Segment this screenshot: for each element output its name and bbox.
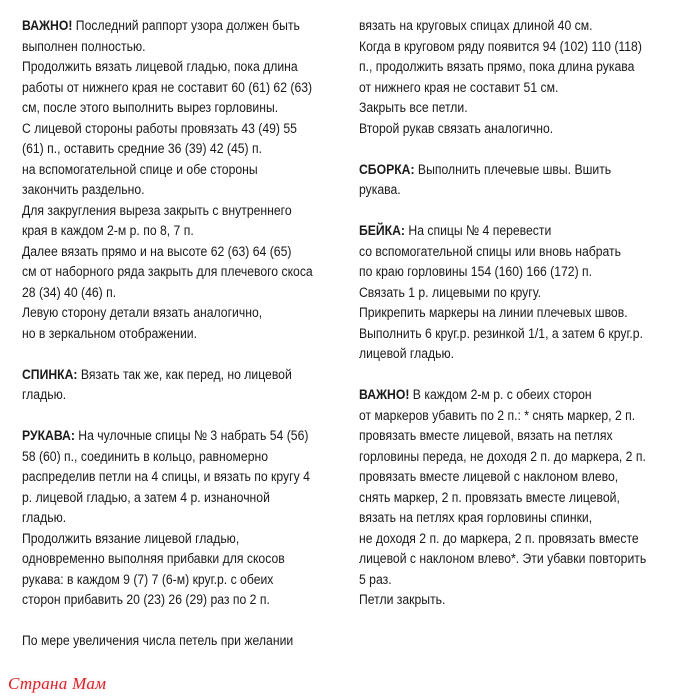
left-column bbox=[22, 16, 313, 652]
section-front bbox=[22, 16, 313, 344]
closing-line: По мере увеличения числа петель при желании bbox=[22, 633, 294, 649]
text-line: рукава. bbox=[359, 182, 401, 198]
section-sleeves bbox=[22, 426, 313, 611]
text-line: СПИНКА: Вязать так же, как перед, но лицевой bbox=[22, 366, 292, 383]
section-header-important: ВАЖНО! bbox=[359, 387, 410, 403]
text-line: вязать на круговых спицах длиной 40 см. bbox=[359, 18, 593, 34]
text-line: Второй рукав связать аналогично. bbox=[359, 120, 554, 137]
text-line: 28 (34) 40 (46) п. bbox=[22, 284, 117, 301]
text-line: п., продолжить вязать прямо, пока длина рукава bbox=[359, 59, 635, 75]
spacer bbox=[359, 139, 646, 160]
text-line: Связать 1 р. лицевыми по кругу. bbox=[359, 284, 541, 301]
text-line: Петли закрыть. bbox=[359, 592, 446, 608]
text-line: (61) п., оставить средние 36 (39) 42 (45) п. bbox=[22, 141, 262, 157]
text-line: Продолжить вязать лицевой гладью, пока длина bbox=[22, 59, 298, 75]
text-line: провязать вместе лицевой, вязать на петлях bbox=[359, 428, 613, 444]
section-header-sleeves: РУКАВА: bbox=[22, 428, 75, 444]
text-line: РУКАВА: На чулочные спицы № 3 набрать 54 (56) bbox=[22, 428, 309, 444]
text-line: сторон прибавить 20 (23) 26 (29) раз по 2 п. bbox=[22, 592, 270, 608]
text-line: гладью. bbox=[22, 387, 67, 403]
text-line: провязать вместе лицевой с наклоном влево, bbox=[359, 469, 619, 485]
text-line: Левую сторону детали вязать аналогично, bbox=[22, 305, 263, 321]
section-back bbox=[22, 365, 313, 406]
text-line: С лицевой стороны работы провязать 43 (49) 55 bbox=[22, 120, 297, 137]
text-line: Когда в круговом ряду появится 94 (102) 110 (118) bbox=[359, 38, 642, 55]
text-line: р. лицевой гладью, а затем 4 р. изнаночной bbox=[22, 489, 270, 506]
text-line: лицевой гладью. bbox=[359, 346, 455, 362]
text-line: от нижнего края не составит 51 см. bbox=[359, 79, 559, 96]
text-line: см, после этого выполнить вырез горловины. bbox=[22, 100, 279, 116]
section-important bbox=[359, 385, 646, 611]
text-line: снять маркер, 2 п. провязать вместе лицевой, bbox=[359, 489, 620, 506]
text-line: на вспомогательной спице и обе стороны bbox=[22, 161, 258, 178]
section-band bbox=[359, 221, 646, 365]
watermark-logo: Страна Мам bbox=[8, 674, 107, 693]
right-column bbox=[359, 16, 646, 611]
text-line: Далее вязать прямо и на высоте 62 (63) 64 (65) bbox=[22, 243, 292, 260]
text-line: вязать на петлях края горловины спинки, bbox=[359, 510, 593, 526]
text-line: Закрыть все петли. bbox=[359, 100, 468, 116]
text-line: горловины переда, не доходя 2 п. до маркера, 2 п. bbox=[359, 448, 646, 465]
section-header-band: БЕЙКА: bbox=[359, 223, 406, 239]
section-header-important: ВАЖНО! bbox=[22, 18, 73, 34]
text-line: но в зеркальном отображении. bbox=[22, 325, 198, 342]
text-line: края в каждом 2-м р. по 8, 7 п. bbox=[22, 223, 194, 239]
text-line: БЕЙКА: На спицы № 4 перевести bbox=[359, 223, 552, 239]
text-line: СБОРКА: Выполнить плечевые швы. Вшить bbox=[359, 161, 612, 178]
spacer bbox=[22, 344, 313, 365]
text-line: ВАЖНО! Последний раппорт узора должен быть bbox=[22, 18, 300, 34]
text-line: закончить раздельно. bbox=[22, 182, 145, 198]
text-line: 5 раз. bbox=[359, 571, 392, 588]
spacer bbox=[359, 201, 646, 222]
text-line: со вспомогательной спицы или вновь набрать bbox=[359, 243, 621, 260]
section-header-back: СПИНКА: bbox=[22, 366, 78, 383]
spacer bbox=[22, 406, 313, 427]
text-line: Продолжить вязание лицевой гладью, bbox=[22, 530, 240, 547]
text-line: одновременно выполняя прибавки для скосов bbox=[22, 551, 285, 567]
text-line: Для закругления выреза закрыть с внутреннего bbox=[22, 202, 292, 219]
text-line: рукава: в каждом 9 (7) 7 (6-м) круг.р. с обеих bbox=[22, 571, 274, 588]
text-line: выполнен полностью. bbox=[22, 38, 146, 55]
text-line: см от наборного ряда закрыть для плечевого скоса bbox=[22, 264, 313, 280]
text-line: 58 (60) п., соединить в кольцо, равномерно bbox=[22, 448, 269, 465]
section-header-assembly: СБОРКА: bbox=[359, 161, 415, 178]
text-line: распределив петли на 4 спицы, и вязать по кругу 4 bbox=[22, 469, 310, 485]
spacer bbox=[22, 611, 313, 632]
text-line: от маркеров убавить по 2 п.: * снять маркер, 2 п. bbox=[359, 407, 636, 424]
text-line: ВАЖНО! В каждом 2-м р. с обеих сторон bbox=[359, 387, 592, 403]
text-line: Прикрепить маркеры на линии плечевых швов. bbox=[359, 305, 628, 321]
text-line: гладью. bbox=[22, 510, 67, 526]
section-assembly bbox=[359, 160, 646, 201]
section-sleeves-continued bbox=[359, 16, 646, 139]
text-line: Выполнить 6 круг.р. резинкой 1/1, а затем 6 круг.р. bbox=[359, 325, 643, 342]
text-line: лицевой с наклоном влево*. Эти убавки повторить bbox=[359, 551, 647, 567]
text-line: не доходя 2 п. до маркера, 2 п. провязать вместе bbox=[359, 530, 639, 547]
text-line: по краю горловины 154 (160) 166 (172) п. bbox=[359, 264, 593, 280]
text-line: работы от нижнего края не составит 60 (61) 62 (63) bbox=[22, 79, 313, 96]
spacer bbox=[359, 365, 646, 386]
